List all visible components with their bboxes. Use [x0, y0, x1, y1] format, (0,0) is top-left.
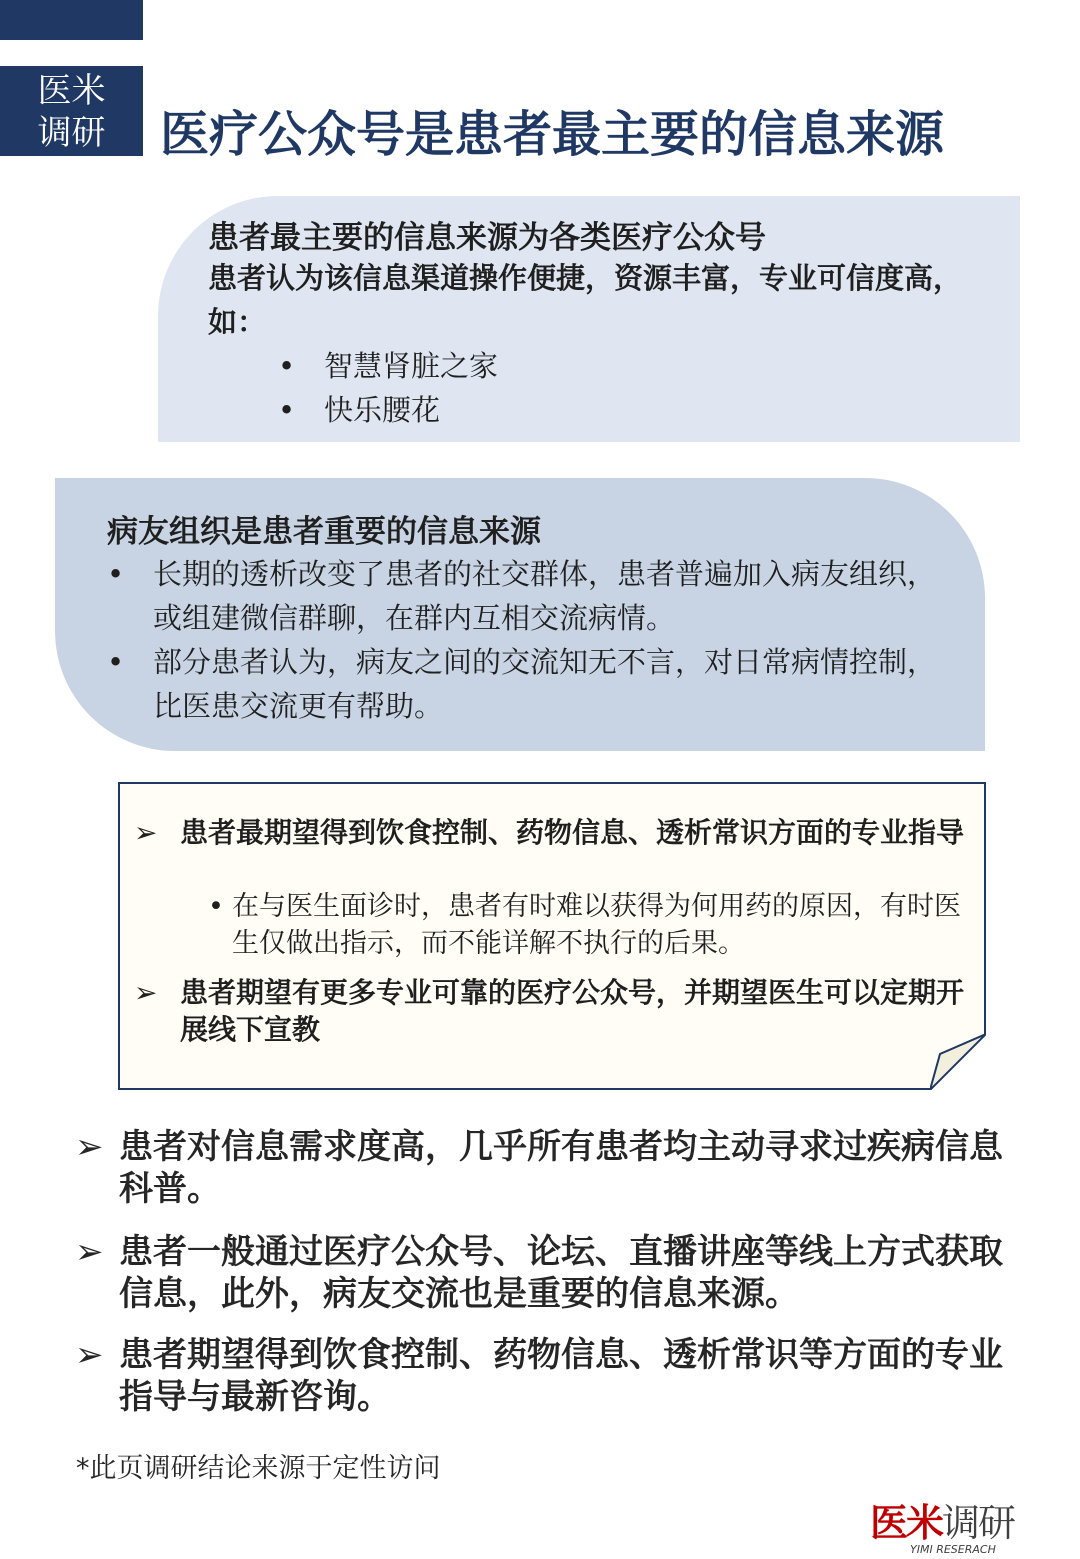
list-item: [278, 344, 498, 388]
brand-tag: [0, 66, 143, 156]
page-title: 医疗公众号是患者最主要的信息来源: [160, 106, 945, 163]
top-accent-bar: [0, 0, 143, 40]
expectation-item-text: 患者最期望得到饮食控制、药物信息、透析常识方面的专业指导: [180, 816, 965, 849]
expectation-item: [134, 814, 964, 851]
summary-point: [75, 1126, 1015, 1210]
summary-point: [75, 1231, 1015, 1315]
patient-group-list: [107, 552, 937, 728]
list-item: [107, 640, 937, 728]
bullet-icon: •: [107, 557, 125, 591]
summary-point: [75, 1334, 1015, 1418]
info-source-box: [158, 196, 1020, 442]
expectation-item-text: 患者期望有更多专业可靠的医疗公众号，并期望医生可以定期开展线下宣教: [180, 976, 965, 1046]
yimi-logo: [870, 1492, 1030, 1556]
bullet-icon: •: [278, 349, 296, 383]
bullet-icon: •: [107, 645, 125, 679]
list-item: [278, 388, 498, 432]
expectation-item: [134, 974, 964, 1048]
expectation-sub-text: 在与医生面诊时，患者有时难以获得为何用药的原因，有时医生仅做出指示，而不能详解不执行的后果。: [232, 891, 961, 959]
patient-group-box: [55, 478, 985, 751]
arrow-bullet-icon: ➢: [75, 1335, 104, 1375]
logo-text-red: 医米: [870, 1501, 943, 1545]
logo-text-grey: 调研: [942, 1501, 1015, 1545]
logo-subtitle: YIMI RESERACH: [910, 1543, 996, 1556]
page-fold-icon: [930, 1034, 986, 1090]
expectation-sub-item: [208, 888, 968, 962]
official-account-list: [278, 344, 498, 432]
brand-tag-line2: 调研: [37, 113, 106, 153]
list-item: [107, 552, 937, 640]
list-item-text: 智慧肾脏之家: [324, 349, 499, 383]
footnote: *此页调研结论来源于定性访问: [76, 1453, 441, 1484]
list-item-text: 部分患者认为，病友之间的交流知无不言，对日常病情控制，比医患交流更有帮助。: [153, 645, 937, 723]
bullet-icon: •: [208, 891, 224, 922]
brand-tag-line1: 医米: [37, 71, 106, 111]
info-source-description: 患者认为该信息渠道操作便捷，资源丰富，专业可信度高，如：: [208, 261, 963, 339]
summary-text: 患者一般通过医疗公众号、论坛、直播讲座等线上方式获取信息，此外，病友交流也是重要的信息来源。: [119, 1232, 1003, 1314]
expectation-note-box: [118, 782, 986, 1090]
summary-text: 患者期望得到饮食控制、药物信息、透析常识等方面的专业指导与最新咨询。: [119, 1335, 1003, 1417]
patient-group-heading: 病友组织是患者重要的信息来源: [107, 514, 541, 550]
info-source-heading: 患者最主要的信息来源为各类医疗公众号: [208, 220, 766, 256]
summary-text: 患者对信息需求度高，几乎所有患者均主动寻求过疾病信息科普。: [119, 1127, 1003, 1209]
list-item-text: 快乐腰花: [324, 393, 441, 427]
arrow-bullet-icon: ➢: [75, 1127, 104, 1167]
logo-text: [870, 1492, 1030, 1547]
bullet-icon: •: [278, 393, 296, 427]
arrow-bullet-icon: ➢: [134, 816, 158, 849]
arrow-bullet-icon: ➢: [75, 1232, 104, 1272]
arrow-bullet-icon: ➢: [134, 976, 158, 1009]
list-item-text: 长期的透析改变了患者的社交群体，患者普遍加入病友组织，或组建微信群聊，在群内互相交流病情。: [153, 557, 937, 635]
